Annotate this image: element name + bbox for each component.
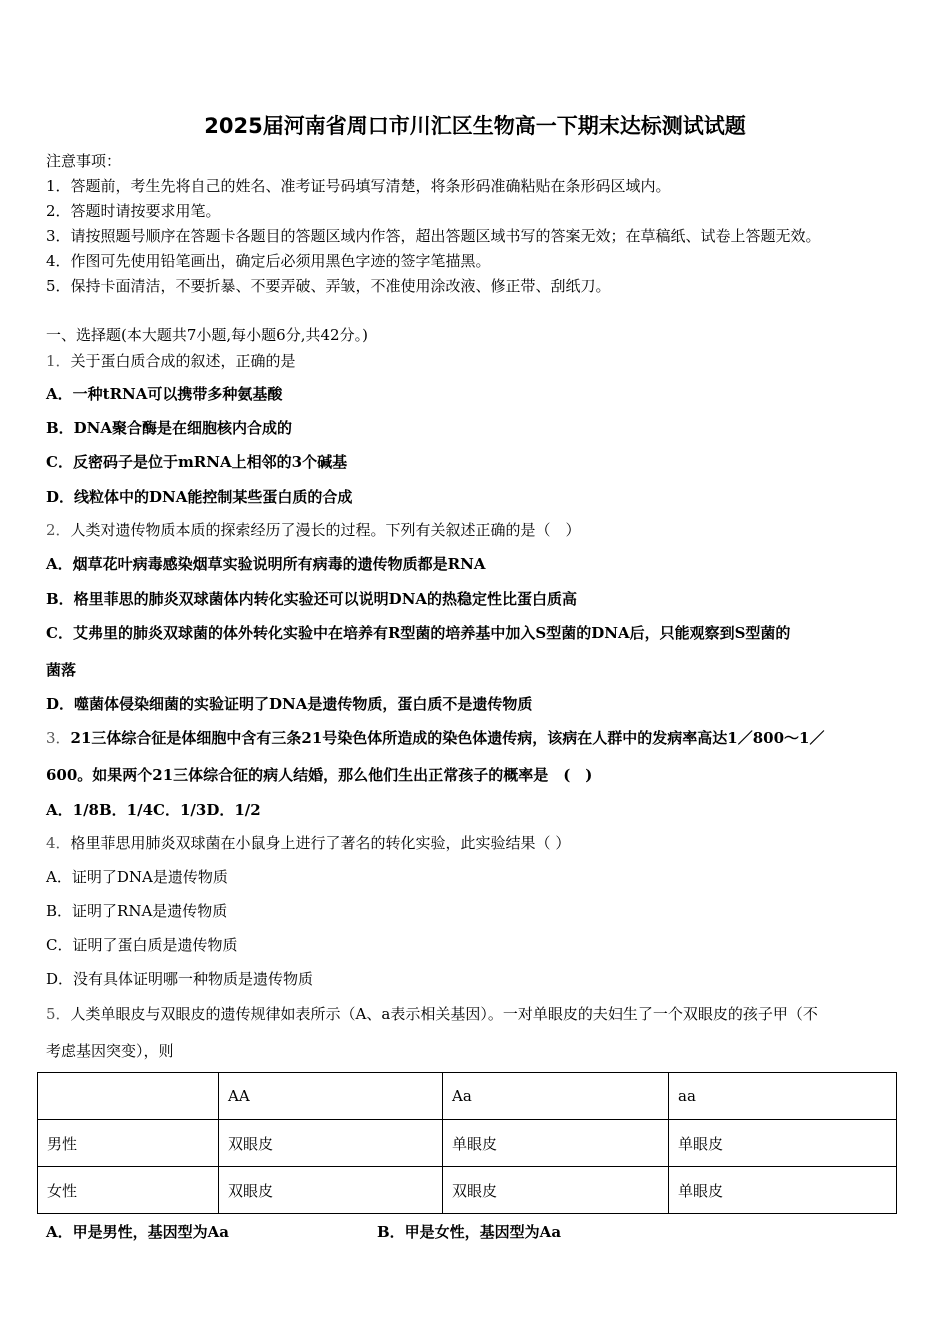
genotype-table xyxy=(37,1072,897,1214)
question-number: 4． xyxy=(46,834,71,852)
q1-option-c: C．反密码子是位于mRNA上相邻的3个碱基 xyxy=(46,453,348,471)
table-cell: 男性 xyxy=(38,1120,219,1167)
q2-option-a: A．烟草花叶病毒感染烟草实验说明所有病毒的遗传物质都是RNA xyxy=(46,555,486,573)
question-number: 1． xyxy=(46,352,71,370)
page-title: 2025届河南省周口市川汇区生物高一下期末达标测试试题 xyxy=(204,114,746,138)
question-number: 5． xyxy=(46,1005,71,1023)
table-header-row xyxy=(38,1073,897,1120)
q2-option-c-cont: 菌落 xyxy=(46,661,77,679)
question-stem: 关于蛋白质合成的叙述，正确的是 xyxy=(70,352,296,370)
q1-option-d: D．线粒体中的DNA能控制某些蛋白质的合成 xyxy=(46,488,353,506)
notice-heading: 注意事项： xyxy=(46,152,122,170)
notice-item: 2．答题时请按要求用笔。 xyxy=(46,202,221,220)
question-stem: 人类对遗传物质本质的探索经历了漫长的过程。下列有关叙述正确的是（ ） xyxy=(70,521,581,539)
table-header-cell: AA xyxy=(219,1073,443,1120)
q4-option-d: D．没有具体证明哪一种物质是遗传物质 xyxy=(46,970,314,988)
q3-options: A．1/8B．1/4C．1/3D．1/2 xyxy=(46,801,261,819)
question-3-stem-cont: 600。如果两个21三体综合征的病人结婚，那么他们生出正常孩子的概率是 ( ) xyxy=(46,766,593,784)
table-cell xyxy=(38,1073,219,1120)
table-cell: 女性 xyxy=(38,1167,219,1214)
question-stem: 格里菲思用肺炎双球菌在小鼠身上进行了著名的转化实验，此实验结果（ ） xyxy=(70,834,571,852)
section-heading: 一、选择题(本大题共7小题,每小题6分,共42分。) xyxy=(46,326,368,344)
question-1-stem xyxy=(46,351,296,371)
notice-item: 1．答题前，考生先将自己的姓名、准考证号码填写清楚，将条形码准确粘贴在条形码区域内。 xyxy=(46,177,671,195)
table-cell: 双眼皮 xyxy=(219,1167,443,1214)
q4-option-c: C．证明了蛋白质是遗传物质 xyxy=(46,936,238,954)
notice-item: 4．作图可先使用铅笔画出，确定后必须用黑色字迹的签字笔描黑。 xyxy=(46,252,491,270)
q2-option-c: C．艾弗里的肺炎双球菌的体外转化实验中在培养有R型菌的培养基中加入S型菌的DNA后，只能观察到S型菌的 xyxy=(46,624,791,642)
question-2-stem xyxy=(46,520,581,540)
table-cell: 双眼皮 xyxy=(219,1120,443,1167)
table-cell: 单眼皮 xyxy=(443,1120,669,1167)
table-row xyxy=(38,1167,897,1214)
q1-option-a: A．一种tRNA可以携带多种氨基酸 xyxy=(46,385,283,403)
question-stem: 21三体综合征是体细胞中含有三条21号染色体所造成的染色体遗传病，该病在人群中的发病率高达1／800～1／ xyxy=(70,729,825,747)
table-cell: 单眼皮 xyxy=(669,1167,897,1214)
q4-option-b: B．证明了RNA是遗传物质 xyxy=(46,902,228,920)
notice-item: 5．保持卡面清洁，不要折暴、不要弄破、弄皱，不准使用涂改液、修正带、刮纸刀。 xyxy=(46,277,611,295)
notice-item: 3．请按照题号顺序在答题卡各题目的答题区域内作答，超出答题区域书写的答案无效；在草稿纸、试卷上答题无效。 xyxy=(46,227,821,245)
question-5-stem-cont: 考虑基因突变），则 xyxy=(46,1042,174,1060)
table-header-cell: aa xyxy=(669,1073,897,1120)
q5-option-a: A．甲是男性，基因型为Aa xyxy=(46,1223,229,1241)
question-number: 3． xyxy=(46,729,71,747)
question-4-stem xyxy=(46,833,570,853)
q2-option-b: B．格里菲思的肺炎双球菌体内转化实验还可以说明DNA的热稳定性比蛋白质高 xyxy=(46,590,578,608)
q4-option-a: A．证明了DNA是遗传物质 xyxy=(46,868,228,886)
question-5-stem xyxy=(46,1004,818,1024)
table-cell: 双眼皮 xyxy=(443,1167,669,1214)
q5-option-b: B．甲是女性，基因型为Aa xyxy=(377,1223,562,1241)
q2-option-d: D．噬菌体侵染细菌的实验证明了DNA是遗传物质，蛋白质不是遗传物质 xyxy=(46,695,533,713)
question-number: 2． xyxy=(46,521,71,539)
q1-option-b: B．DNA聚合酶是在细胞核内合成的 xyxy=(46,419,293,437)
table-row xyxy=(38,1120,897,1167)
table-header-cell: Aa xyxy=(443,1073,669,1120)
table-cell: 单眼皮 xyxy=(669,1120,897,1167)
question-3-stem xyxy=(46,728,825,748)
question-stem: 人类单眼皮与双眼皮的遗传规律如表所示（A、a表示相关基因）。一对单眼皮的夫妇生了一个双眼皮的孩子甲（不 xyxy=(70,1005,818,1023)
